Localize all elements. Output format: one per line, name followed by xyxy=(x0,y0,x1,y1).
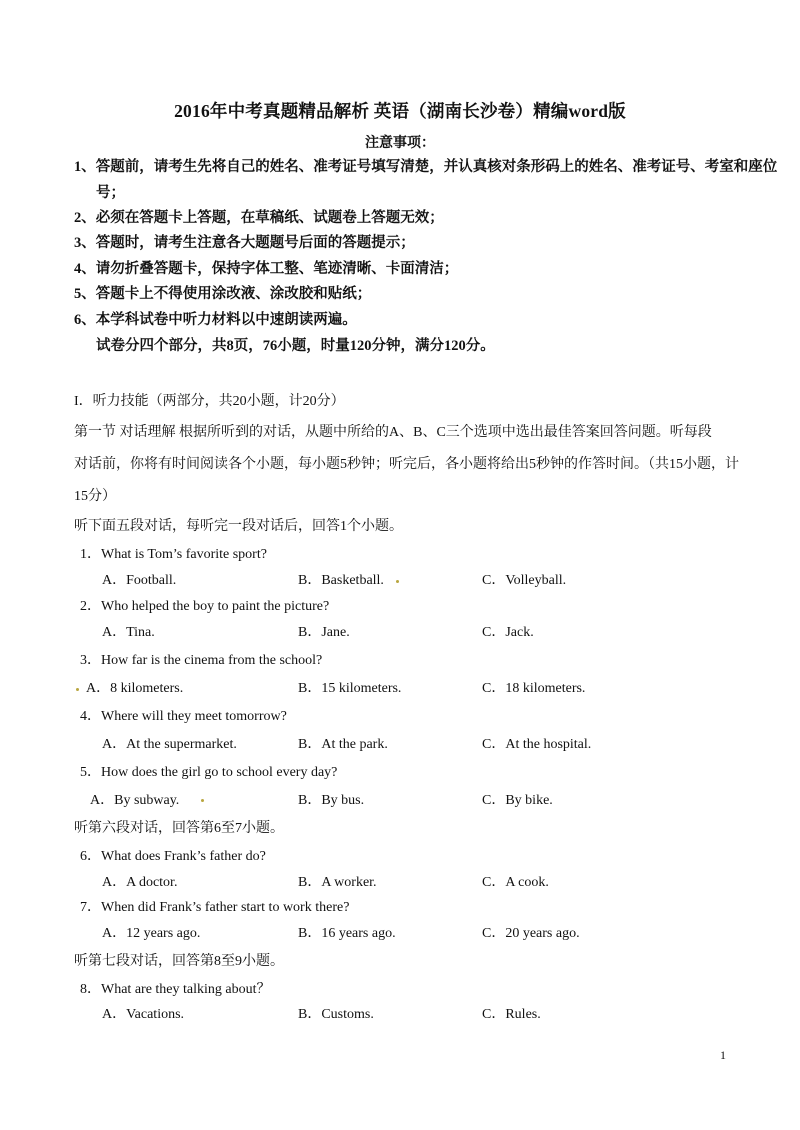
part-intro-line-1: 第一节 对话理解 根据所听到的对话，从题中所给的A、B、C三个选项中选出最佳答案回答问题。听每段 xyxy=(74,425,712,440)
q4-option-c: C．At the hospital. xyxy=(482,737,592,752)
q8-option-a: A．Vacations. xyxy=(102,1007,185,1022)
question-3: 3．How far is the cinema from the school? xyxy=(80,653,323,668)
question-5: 5．How does the girl go to school every day? xyxy=(80,765,338,780)
q4-option-a: A．At the supermarket. xyxy=(102,737,237,752)
q2-option-b: B．Jane. xyxy=(298,625,350,640)
q8-option-c: C．Rules. xyxy=(482,1007,541,1022)
instruction-5: 5、答题卡上不得使用涂改液、涂改胶和贴纸； xyxy=(74,286,372,302)
q2-option-a: A．Tina. xyxy=(102,625,155,640)
part-intro-line-2: 对话前，你将有时间阅读各个小题，每小题5秒钟；听完后，各小题将给出5秒钟的作答时间。（共15小题，计 xyxy=(74,457,739,472)
page-number: 1 xyxy=(720,1048,726,1062)
stray-dot xyxy=(76,688,79,691)
instruction-3: 3、答题时，请考生注意各大题题号后面的答题提示； xyxy=(74,235,415,251)
question-1: 1．What is Tom’s favorite sport? xyxy=(80,547,267,562)
question-2: 2．Who helped the boy to paint the picture? xyxy=(80,599,330,614)
instruction-1-cont: 号； xyxy=(96,185,125,201)
instruction-4: 4、请勿折叠答题卡，保持字体工整、笔迹清晰、卡面清洁； xyxy=(74,261,459,277)
q1-option-c: C．Volleyball. xyxy=(482,573,567,588)
q5-option-a: A．By subway. xyxy=(90,793,180,808)
q3-option-c: C．18 kilometers. xyxy=(482,681,586,696)
q6-option-a: A．A doctor. xyxy=(102,875,178,890)
question-6: 6．What does Frank’s father do? xyxy=(80,849,266,864)
part-intro-line-3: 15分） xyxy=(74,489,116,504)
instruction-6: 6、本学科试卷中听力材料以中速朗读两遍。 xyxy=(74,312,357,328)
q7-option-b: B．16 years ago. xyxy=(298,926,396,941)
exam-summary: 试卷分四个部分，共8页，76小题，时量120分钟，满分120分。 xyxy=(96,338,495,354)
group-2-intro: 听第六段对话，回答第6至7小题。 xyxy=(74,821,284,836)
q4-option-b: B．At the park. xyxy=(298,737,388,752)
question-4: 4．Where will they meet tomorrow? xyxy=(80,709,287,724)
document-title: 2016年中考真题精品解析 英语（湖南长沙卷）精编word版 xyxy=(174,101,626,121)
question-7: 7．When did Frank’s father start to work there? xyxy=(80,900,350,915)
section-heading: I．听力技能（两部分，共20小题，计20分） xyxy=(74,394,345,409)
q7-option-c: C．20 years ago. xyxy=(482,926,580,941)
q6-option-c: C．A cook. xyxy=(482,875,549,890)
notice-heading: 注意事项： xyxy=(365,136,435,151)
q1-option-b: B．Basketball. xyxy=(298,573,384,588)
q2-option-c: C．Jack. xyxy=(482,625,534,640)
q5-option-b: B．By bus. xyxy=(298,793,365,808)
group-1-intro: 听下面五段对话，每听完一段对话后，回答1个小题。 xyxy=(74,519,403,534)
instruction-2: 2、必须在答题卡上答题，在草稿纸、试题卷上答题无效； xyxy=(74,210,444,226)
q6-option-b: B．A worker. xyxy=(298,875,377,890)
instruction-1: 1、答题前，请考生先将自己的姓名、准考证号填写清楚，并认真核对条形码上的姓名、准考证号、考室和座位 xyxy=(74,159,778,175)
stray-dot xyxy=(396,580,399,583)
q3-option-b: B．15 kilometers. xyxy=(298,681,402,696)
q3-option-a: A．8 kilometers. xyxy=(86,681,184,696)
q5-option-c: C．By bike. xyxy=(482,793,553,808)
stray-dot xyxy=(201,799,204,802)
q1-option-a: A．Football. xyxy=(102,573,177,588)
q7-option-a: A．12 years ago. xyxy=(102,926,201,941)
question-8: 8．What are they talking about？ xyxy=(80,982,271,997)
q8-option-b: B．Customs. xyxy=(298,1007,374,1022)
group-3-intro: 听第七段对话，回答第8至9小题。 xyxy=(74,954,284,969)
